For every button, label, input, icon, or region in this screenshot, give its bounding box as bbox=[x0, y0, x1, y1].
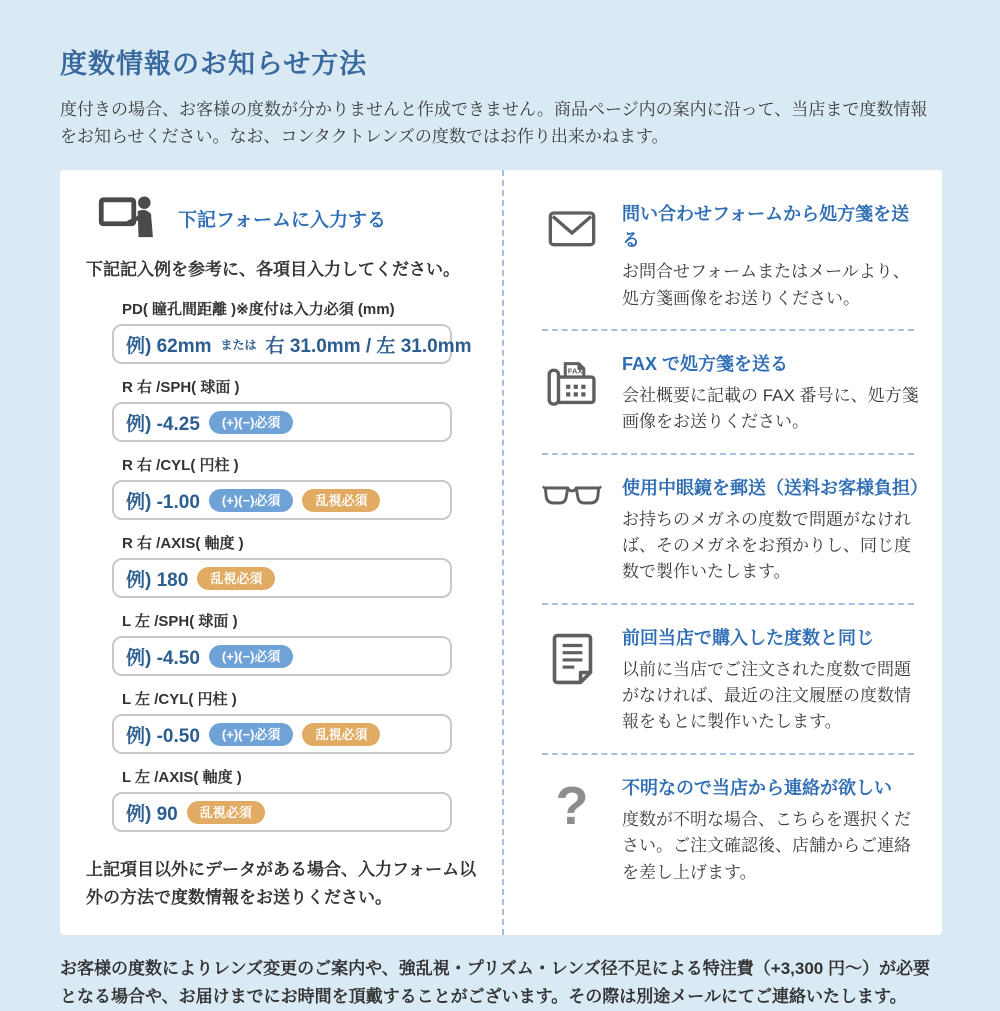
example-value: 例) 62mm bbox=[126, 335, 212, 357]
intro-text: 度付きの場合、お客様の度数が分かりませんと作成できません。商品ページ内の案内に沿って、当店まで度数情報をお知らせください。なお、コンタクトレンズの度数ではお作り出来かねます。 bbox=[60, 100, 928, 147]
field-label-pd: PD( 瞳孔間距離 )※度付は入力必須 (mm) bbox=[122, 301, 395, 319]
plus-minus-required-badge: (+)(−)必須 bbox=[209, 411, 294, 435]
method-title: 問い合わせフォームから処方箋を送る bbox=[622, 204, 910, 251]
method-text bbox=[622, 200, 924, 312]
example-value: 例) -4.50 bbox=[126, 647, 200, 669]
envelope-icon bbox=[542, 200, 602, 248]
method-text bbox=[622, 350, 924, 436]
method-title: 使用中眼鏡を郵送（送料お客様負担） bbox=[622, 477, 928, 498]
field-box-l-axis bbox=[112, 792, 452, 832]
field-box-l-cyl bbox=[112, 714, 452, 754]
field-box-pd bbox=[112, 324, 472, 364]
method-text bbox=[622, 624, 924, 736]
dashed-divider bbox=[542, 329, 914, 331]
plus-minus-required-badge: (+)(−)必須 bbox=[209, 723, 294, 747]
form-section-header bbox=[86, 196, 502, 240]
plus-minus-required-badge: (+)(−)必須 bbox=[209, 645, 294, 669]
method-item-fax bbox=[542, 350, 924, 436]
dashed-divider bbox=[542, 603, 914, 605]
svg-text:FAX: FAX bbox=[567, 366, 583, 376]
dashed-divider bbox=[542, 453, 914, 455]
page-title: 度数情報のお知らせ方法 bbox=[60, 49, 368, 79]
method-title: 前回当店で購入した度数と同じ bbox=[622, 627, 874, 648]
method-title: 不明なので当店から連絡が欲しい bbox=[622, 777, 892, 798]
fax-icon bbox=[542, 350, 602, 408]
astigmatism-required-badge: 乱視必須 bbox=[187, 801, 265, 825]
form-section bbox=[60, 170, 502, 934]
glasses-icon bbox=[542, 474, 602, 509]
question-icon: ? bbox=[555, 775, 589, 836]
method-item-mail-glasses bbox=[542, 474, 928, 586]
example-value: 例) -0.50 bbox=[126, 725, 200, 747]
method-text bbox=[622, 774, 924, 886]
astigmatism-required-badge: 乱視必須 bbox=[302, 723, 380, 747]
example-value: 例) -4.25 bbox=[126, 413, 200, 435]
field-box-r-cyl bbox=[112, 480, 452, 520]
form-fields bbox=[86, 298, 502, 832]
form-instruction: 下記記入例を参考に、各項目入力してください。 bbox=[86, 260, 460, 280]
plus-minus-required-badge: (+)(−)必須 bbox=[209, 489, 294, 513]
example-value: 例) 90 bbox=[126, 803, 178, 825]
example-value: 例) 180 bbox=[126, 569, 189, 591]
method-text bbox=[622, 474, 928, 586]
method-body: 以前に当店でご注文された度数で問題がなければ、最近の注文履歴の度数情報をもとに製作いたします。 bbox=[622, 659, 911, 732]
field-label-r-cyl: R 右 /CYL( 円柱 ) bbox=[122, 457, 239, 475]
content-panel bbox=[60, 170, 942, 934]
field-label-l-sph: L 左 /SPH( 球面 ) bbox=[122, 613, 238, 631]
example-value: 例) -1.00 bbox=[126, 491, 200, 513]
field-label-l-cyl: L 左 /CYL( 円柱 ) bbox=[122, 691, 237, 709]
method-body: お持ちのメガネの度数で問題がなければ、そのメガネをお預かりし、同じ度数で製作いたします。 bbox=[622, 509, 911, 582]
example-value-2: 右 31.0mm / 左 31.0mm bbox=[265, 335, 472, 357]
example-or-text: または bbox=[220, 337, 257, 352]
method-body: 度数が不明な場合、こちらを選択ください。ご注文確認後、店舗からご連絡を差し上げます。 bbox=[622, 809, 911, 882]
astigmatism-required-badge: 乱視必須 bbox=[302, 489, 380, 513]
astigmatism-required-badge: 乱視必須 bbox=[197, 567, 275, 591]
form-section-heading: 下記フォームに入力する bbox=[178, 209, 387, 231]
method-item-contact-form bbox=[542, 200, 924, 312]
method-item-previous-order bbox=[542, 624, 924, 736]
field-box-l-sph bbox=[112, 636, 452, 676]
field-label-r-sph: R 右 /SPH( 球面 ) bbox=[122, 379, 240, 397]
method-title: FAX で処方箋を送る bbox=[622, 354, 789, 375]
presenter-at-screen-icon bbox=[98, 196, 160, 240]
method-item-unknown-contact bbox=[542, 774, 924, 886]
dashed-divider bbox=[542, 753, 914, 755]
footer-note: お客様の度数によりレンズ変更のご案内や、強乱視・プリズム・レンズ径不足による特注費（+3,300 円～）が必要となる場合や、お届けまでにお時間を頂戴することがございます。その際は別途メールにてご連絡いたします。 bbox=[60, 958, 930, 1006]
field-label-l-axis: L 左 /AXIS( 軸度 ) bbox=[122, 769, 242, 787]
document-icon bbox=[542, 624, 602, 686]
field-box-r-axis bbox=[112, 558, 452, 598]
field-label-r-axis: R 右 /AXIS( 軸度 ) bbox=[122, 535, 244, 553]
form-note: 上記項目以外にデータがある場合、入力フォーム以外の方法で度数情報をお送りください。 bbox=[86, 860, 477, 907]
method-body: 会社概要に記載の FAX 番号に、処方箋画像をお送りください。 bbox=[622, 386, 919, 432]
methods-section bbox=[502, 170, 942, 934]
field-box-r-sph bbox=[112, 402, 452, 442]
method-body: お問合せフォームまたはメールより、処方箋画像をお送りください。 bbox=[622, 262, 910, 308]
